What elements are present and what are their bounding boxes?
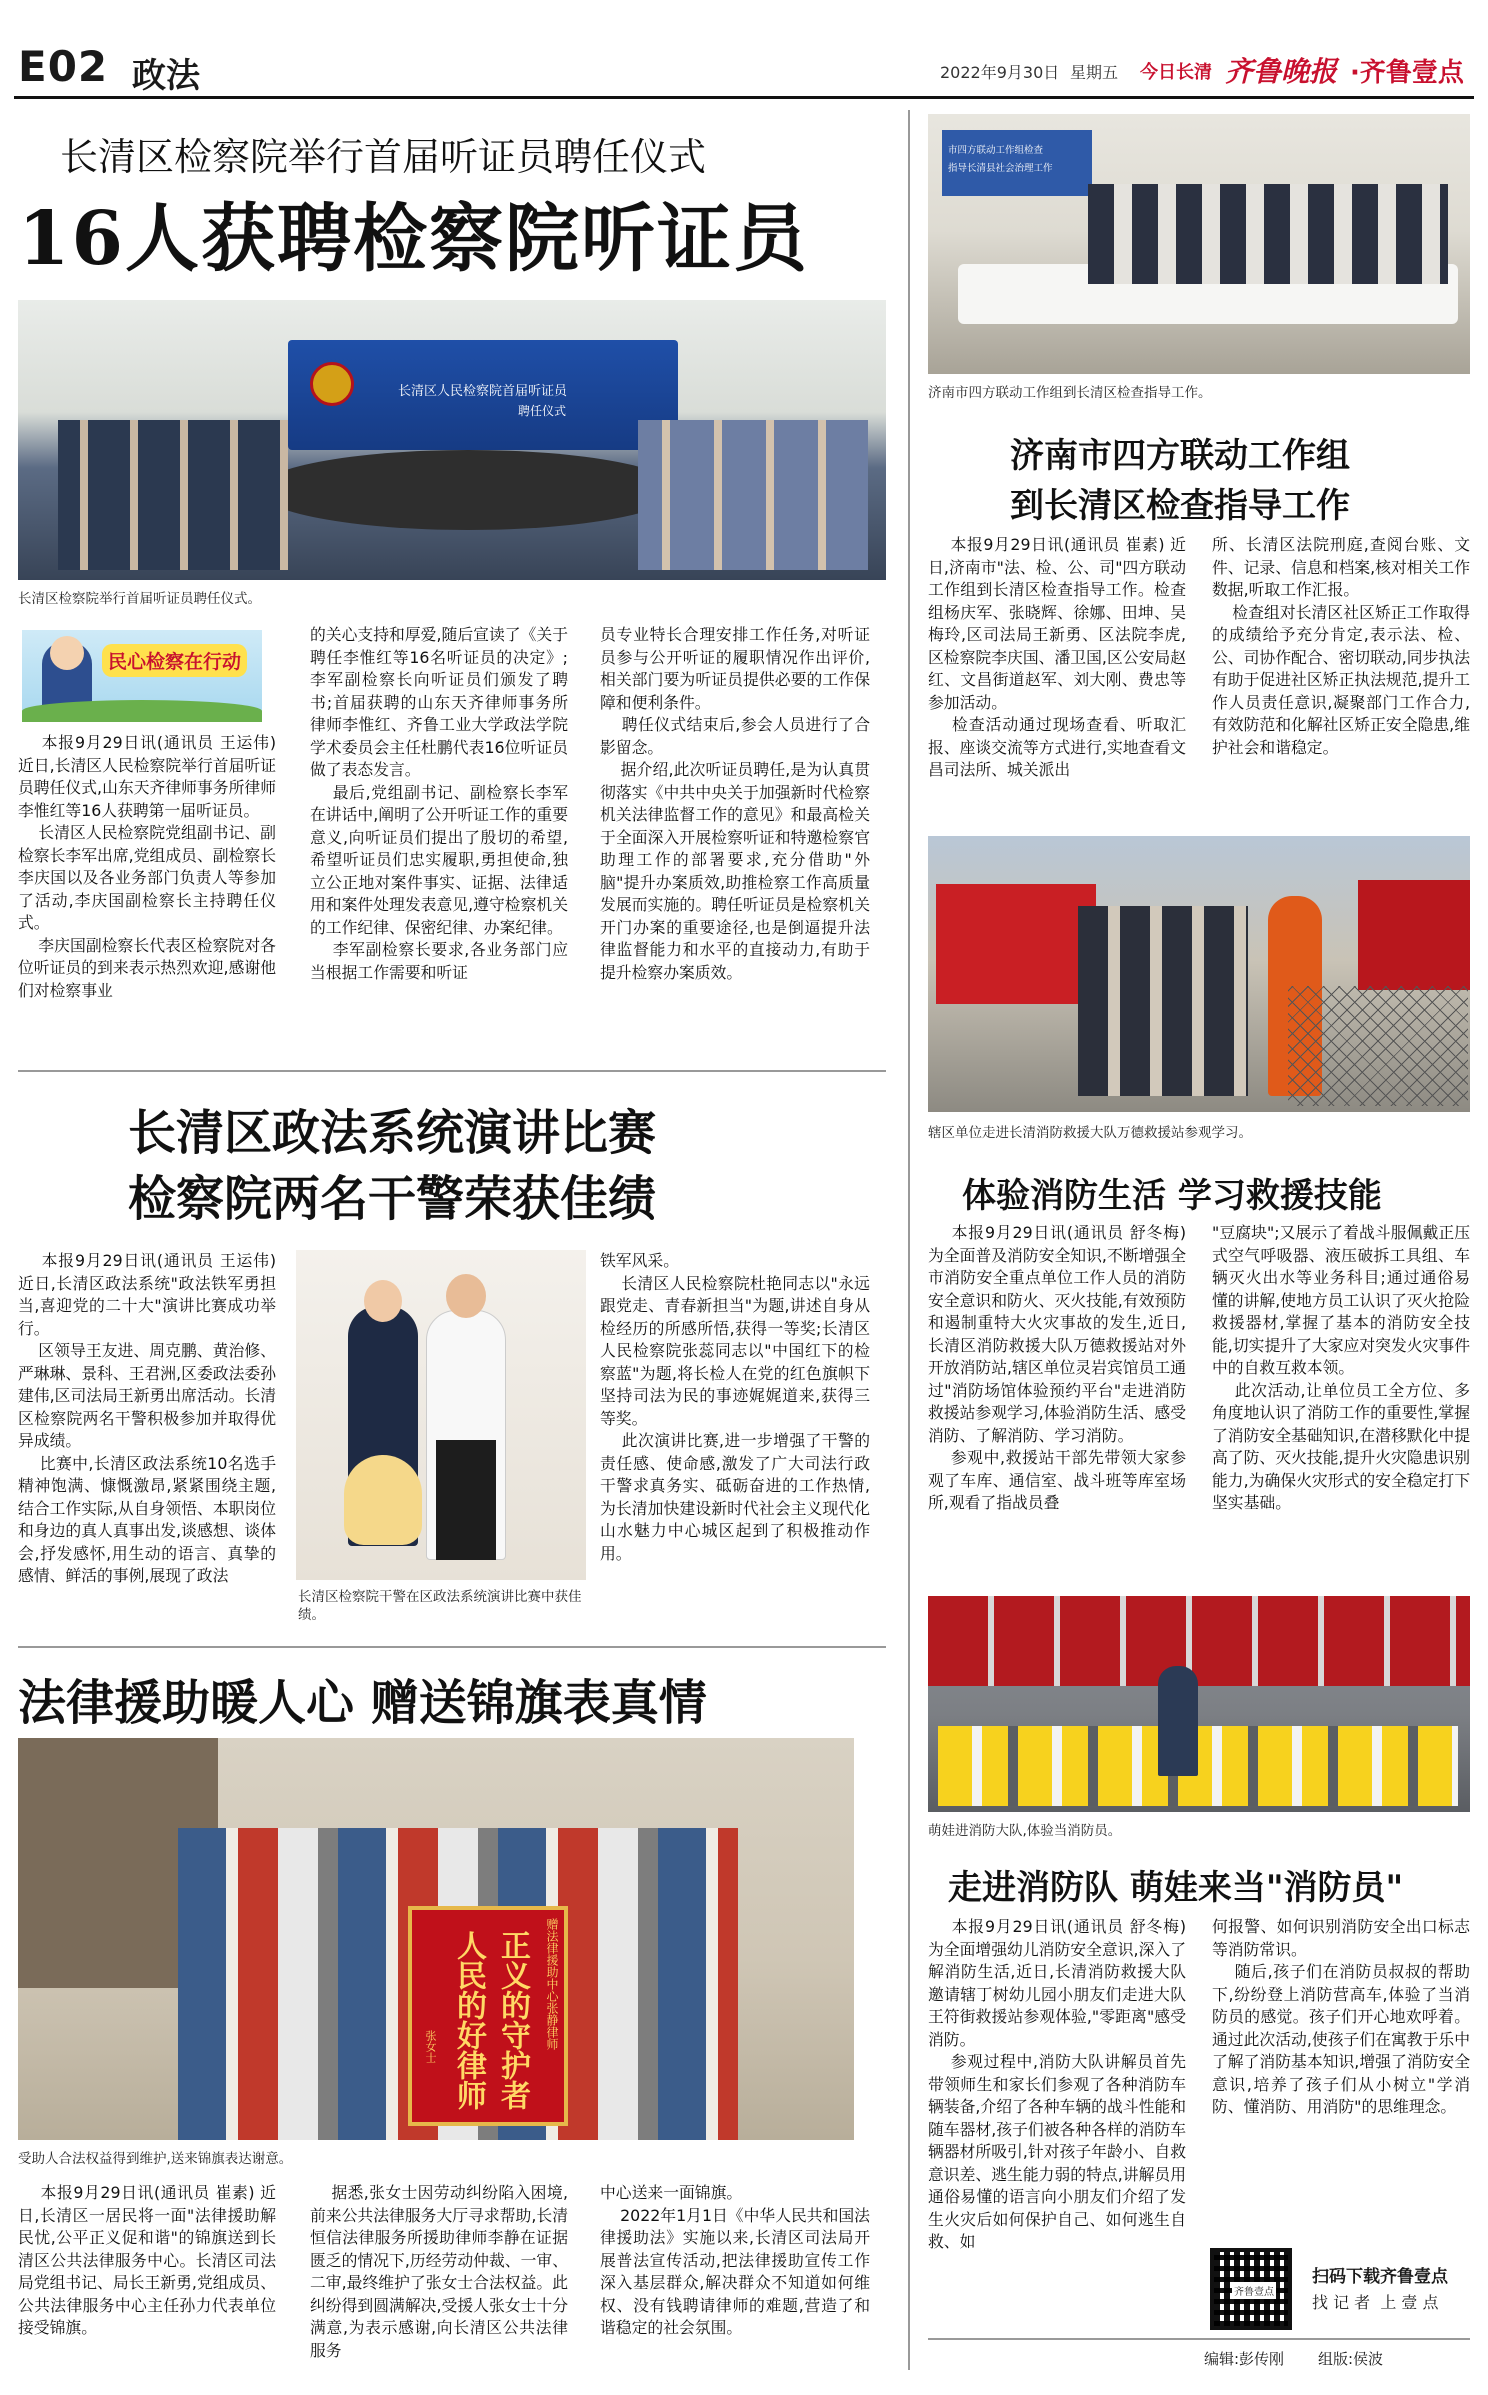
article4-caption: 济南市四方联动工作组到长清区检查指导工作。 — [928, 385, 1212, 401]
issue-date: 2022年9月30日 — [940, 63, 1060, 82]
today-label: 今日长清 — [1140, 62, 1212, 83]
fire-truck-left — [936, 884, 1096, 1004]
column-divider — [908, 110, 910, 2370]
editor-credit: 编辑:彭传刚 — [1204, 2350, 1285, 2368]
article4-column1: 本报9月29日讯(通讯员 崔素) 近日,济南市"法、检、公、司"四方联动工作组到长清区检查指导工作。检查组杨庆军、张晓辉、徐娜、田坤、吴梅玲,区司法局王新勇、区法院李虎,区检察院李庆国、潘卫国,区公安局赵红、文昌街道赵军、刘大刚、费忠等参加活动。 检查活动通过现场查看、听取汇报、座谈交流等方式进行,实地查看文昌司法所、城关派出 — [928, 535, 1186, 779]
article2-headline-line2: 检察院两名干警荣获佳绩 — [128, 1171, 657, 1227]
screen-line1: 市四方联动工作组检查 — [948, 145, 1044, 156]
article1-column3: 员专业特长合理安排工作任务,对听证员参与公开听证的履职情况作出评价,相关部门要为听证员提供必要的工作保障和便利条件。 聘任仪式结束后,参会人员进行了合影留念。 据介绍,此次听证员聘任,是为认真贯彻落实《中共中央关于加强新时代检察机关法律监督工作的意见》和最高检关于全面深入开展检察听证和特邀检察官助理工作的部署要求,充分借助"外脑"提升办案质效,助推检察工作高质量发展而实施的。聘任听证员是检察机关开门办案的重要途径,也是倒逼提升法律监督能力和水平的直接动力,有助于提升检察办案质效。 — [600, 625, 870, 982]
tiger-mascot — [344, 1455, 422, 1545]
qr-code[interactable] — [1210, 2248, 1292, 2330]
article5-column2: "豆腐块";又展示了着战斗服佩戴正压式空气呼吸器、液压破拆工具组、车辆灭火出水等业务科目;通过通俗易懂的讲解,使地方员工认识了灭火抢险救援器材,掌握了基本的消防安全技能,切实提升了大家应对突发火灾事件中的自救互救本领。 此次活动,让单位员工全方位、多角度地认识了消防工作的重要性,掌握了消防安全基础知识,在潜移默化中提高了防、灭火技能,提升火灾隐患识别能力,为确保火灾形式的安全稳定打下坚实基础。 — [1212, 1223, 1470, 1512]
firefighter-guide — [1158, 1666, 1198, 1776]
silk-banner-line1: 人民的好律师 — [451, 1930, 486, 2110]
children-yellow-hats — [938, 1726, 1458, 1806]
article5-headline: 体验消防生活 学习救援技能 — [962, 1176, 1382, 1216]
article1-headline: 16人获聘检察院听证员 — [18, 196, 809, 282]
article2-photo — [296, 1250, 586, 1580]
cartoon-face — [50, 636, 84, 670]
qr-center-label: 齐鲁壹点 — [1232, 2282, 1276, 2299]
article1-badge-image — [22, 630, 262, 722]
article3-column3: 中心送来一面锦旗。 2022年1月1日《中华人民共和国法律援助法》实施以来,长清区司法局开展普法宣传活动,把法律援助宣传工作深入基层群众,解决群众不知道如何维权、没有钱聘请律师的难题,营造了和谐稳定的社会氛围。 — [600, 2183, 870, 2337]
article2-headline-line1: 长清区政法系统演讲比赛 — [128, 1105, 657, 1161]
article2-column2: 铁军风采。 长清区人民检察院杜艳同志以"永远跟党走、青春新担当"为题,讲述自身从检经历的所感所悟,获得一等奖;长清区人民检察院张蕊同志以"中国红下的检察蓝"为题,将长检人在党的红色旗帜下坚持司法为民的事迹娓娓道来,获得三等奖。 此次演讲比赛,进一步增强了干警的责任感、使命感,激发了广大司法行政干警求真务实、砥砺奋进的工作热情,为长清加快建设新时代社会主义现代化山水魅力中心城区起到了积极推动作用。 — [600, 1251, 870, 1563]
silk-banner-line2: 正义的守护者 — [495, 1930, 530, 2110]
article2-column1: 本报9月29日讯(通讯员 王运伟) 近日,长清区政法系统"政法铁军勇担当,喜迎党的二十大"演讲比赛成功举行。 区领导王友进、周克鹏、黄治修、严琳琳、景科、王君洲,区委政法委孙建伟,区司法局王新勇出席活动。长清区检察院两名干警积极参加并取得优异成绩。 比赛中,长清区政法系统10名选手精神饱满、慷慨激昂,紧紧围绕主题,结合工作实际,从自身领悟、本职岗位和身边的真人真事出发,谈感想、谈体会,抒发感怀,用生动的语言、真挚的感情、鲜活的事例,展现了政法 — [18, 1251, 277, 1585]
designer-credit: 组版:侯波 — [1318, 2350, 1384, 2368]
divider-a2-a3 — [18, 1646, 886, 1648]
article1-column2: 的关心支持和厚爱,随后宣读了《关于聘任李惟红等16名听证员的决定》;李军副检察长向听证员们颁发了聘书;首届获聘的山东天齐律师事务所律师李惟红、齐鲁工业大学政法学院学术委员会主任杜鹏代表16位听证员做了表态发言。 最后,党组副书记、副检察长李军在讲话中,阐明了公开听证工作的重要意义,向听证员们提出了殷切的希望,希望听证员们忠实履职,勇担使命,独立公正地对案件事实、证据、法律适用和案件处理发表意见,遵守检察机关的工作纪律、保密纪律、办案纪律。 李军副检察长要求,各业务部门应当根据工作需要和听证 — [310, 625, 568, 982]
attendees-left — [58, 420, 288, 570]
meeting-screen — [942, 130, 1092, 196]
qilu-evening-news-logo: 齐鲁晚报 — [1225, 55, 1338, 88]
procuratorate-emblem — [310, 362, 354, 406]
article3-column2: 据悉,张女士因劳动纠纷陷入困境,前来公共法律服务大厅寻求帮助,长清恒信法律服务所援助律师李静在证据匮乏的情况下,历经劳动仲裁、一审、二审,最终维护了张女士合法权益。此纠纷得到圆满解决,受援人张女士十分满意,为表示感谢,向长清区公共法律服务 — [310, 2183, 568, 2360]
article3-photo — [18, 1738, 854, 2140]
article4-headline-line2: 到长清区检查指导工作 — [1010, 486, 1350, 526]
official-man-face — [446, 1274, 486, 1318]
article4-headline-line1: 济南市四方联动工作组 — [1010, 436, 1350, 476]
article4-column2: 所、长清区法院刑庭,查阅台账、文件、记录、信息和档案,核对相关工作数据,听取工作汇报。 检查组对长清区社区矫正工作取得的成绩给予充分肯定,表示法、检、公、司协作配合、密切联动,同步执法有助于促进社区矫正执法规范,提升工作人员责任意识,凝聚部门工作合力,有效防范和化解社区矫正安全隐患,维护社会和谐稳定。 — [1212, 535, 1470, 757]
article4-photo — [928, 114, 1470, 374]
article5-photo — [928, 836, 1470, 1112]
qr-caption-line2: 找 记 者 上 壹 点 — [1312, 2293, 1439, 2312]
section-name: 政法 — [132, 56, 200, 96]
visitors — [1078, 906, 1248, 1096]
article3-headline: 法律援助暖人心 赠送锦旗表真情 — [18, 1675, 707, 1731]
article1-photo — [18, 300, 886, 580]
article6-caption: 萌娃进消防大队,体验当消防员。 — [928, 1823, 1122, 1839]
footer-rule — [928, 2338, 1470, 2340]
article1-kicker: 长清区检察院举行首届听证员聘任仪式 — [60, 135, 707, 179]
equipment-shelves — [928, 1596, 1470, 1686]
badge-label: 民心检察在行动 — [102, 644, 247, 677]
official-man-trousers — [436, 1440, 496, 1560]
article3-caption: 受助人合法权益得到维护,送来锦旗表达谢意。 — [18, 2151, 293, 2167]
meeting-backdrop — [288, 340, 678, 450]
divider-a1-a2 — [18, 1070, 886, 1072]
header-rule — [14, 96, 1474, 99]
edition-number: E02 — [18, 42, 109, 91]
article6-column1: 本报9月29日讯(通讯员 舒冬梅) 为全面增强幼儿消防安全意识,深入了解消防生活,近日,长清消防救援大队邀请辖丁树幼儿园小朋友们走进大队王符街救援站参观体验,"零距离"感受消防。 参观过程中,消防大队讲解员首先带领师生和家长们参观了各种消防车辆装备,介绍了各种车辆的战斗性能和随车器材,孩子们被各种各样的消防车辆器材所吸引,针对孩子年龄小、自救意识差、逃生能力弱的特点,讲解员用通俗易懂的语言向小朋友们介绍了发生火灾后如何保护自己、如何逃生自救、如 — [928, 1917, 1186, 2251]
article1-column1: 本报9月29日讯(通讯员 王运伟) 近日,长清区人民检察院举行首届听证员聘任仪式,山东天齐律师事务所律师李惟红等16人获聘第一届听证员。 长清区人民检察院党组副书记、副检察长李军出席,党组成员、副检察长李庆国以及各业务部门负责人等参加了活动,李庆国副检察长主持聘任仪式。 李庆国副检察长代表区检察院对各位听证员的到来表示热烈欢迎,感谢他们对检察事业 — [18, 733, 276, 1000]
green-hills — [22, 700, 262, 722]
conference-table — [258, 450, 678, 530]
article3-column1: 本报9月29日讯(通讯员 崔素) 近日,长清区一居民将一面"法律援助解民忧,公平正义促和谐"的锦旗送到长清区公共法律服务中心。长清区司法局党组书记、局长王新勇,党组成员、公共法律服务中心主任孙力代表单位接受锦旗。 — [18, 2183, 276, 2337]
attendees-right — [638, 420, 868, 570]
silk-banner — [408, 1906, 568, 2126]
backdrop-line2: 聘任仪式 — [518, 404, 567, 418]
article5-column1: 本报9月29日讯(通讯员 舒冬梅) 为全面普及消防安全知识,不断增强全市消防安全重点单位工作人员的消防安全意识和防火、灭火技能,有效预防和遏制重特大火灾事故的发生,近日,长清区消防救援大队万德救援站对外开放消防站,辖区单位灵岩宾馆员工通过"消防场馆体验预约平台"走进消防救援站参观学习,体验消防生活、感受消防、了解消防、学习消防。 参观中,救援站干部先带领大家参观了车库、通信室、战斗班等库室场所,观看了指战员叠 — [928, 1223, 1186, 1512]
backdrop-line1: 长清区人民检察院首届听证员 — [398, 384, 568, 399]
article6-photo — [928, 1596, 1470, 1812]
article6-headline: 走进消防队 萌娃来当"消防员" — [948, 1868, 1404, 1908]
screen-line2: 指导长清县社会治理工作 — [948, 163, 1053, 174]
silk-banner-side: 赠法律援助中心张静律师 — [545, 1918, 559, 2050]
article6-column2: 何报警、如何识别消防安全出口标志等消防常识。 随后,孩子们在消防员叔叔的帮助下,纷纷登上消防营高车,体验了当消防员的感觉。孩子们开心地欢呼着。通过此次活动,使孩子们在寓教于乐中了解了消防基本知识,增强了消防安全意识,培养了孩子们从小树立"学消防、懂消防、用消防"的思维理念。 — [1212, 1917, 1470, 2116]
qilu-yidian-logo: ·齐鲁壹点 — [1350, 58, 1464, 88]
speaker-woman-face — [364, 1280, 402, 1322]
qr-caption-line1: 扫码下载齐鲁壹点 — [1312, 2267, 1448, 2287]
article5-caption: 辖区单位走进长清消防救援大队万德救援站参观学习。 — [928, 1125, 1252, 1141]
article2-caption: 长清区检察院干警在区政法系统演讲比赛中获佳绩。 — [298, 1589, 582, 1623]
silk-banner-sign: 张女士 — [424, 2030, 437, 2063]
rescue-net — [1288, 986, 1468, 1106]
article1-caption: 长清区检察院举行首届听证员聘任仪式。 — [18, 591, 261, 607]
fire-truck-right — [1358, 880, 1470, 990]
meeting-attendees — [1088, 184, 1448, 284]
issue-weekday: 星期五 — [1070, 63, 1119, 82]
